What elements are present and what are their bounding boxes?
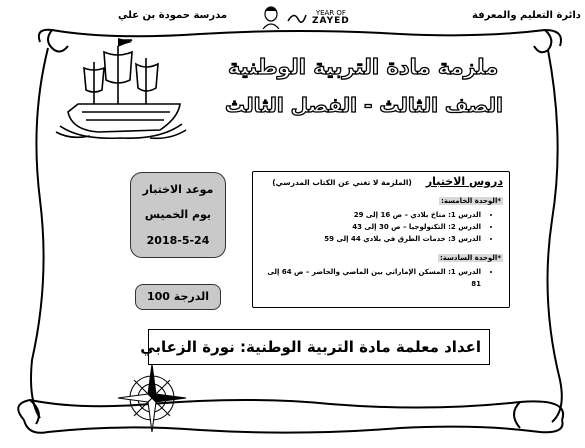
exam-info-panel: [130, 172, 226, 258]
author-line: اعداد معلمة مادة التربية الوطنية: نورة الزعابي: [148, 329, 490, 365]
list-item: • الدرس 1: مناخ بلادي – ص 16 إلى 29: [259, 209, 481, 221]
exam-day: يوم الخميس: [144, 208, 212, 222]
unit-heading: *الوحدة الخامسة:: [441, 197, 501, 205]
lesson-list: [259, 209, 503, 245]
exam-date: 2018-5-24: [146, 233, 210, 247]
score-badge: الدرجة 100: [135, 284, 221, 310]
sub-title: الصف الثالث - الفصل الثالث: [225, 93, 503, 117]
lessons-box: [252, 171, 510, 308]
unit-heading: *الوحدة السادسة:: [439, 254, 501, 262]
compass-rose-icon: [118, 364, 186, 432]
ministry-name: دائرة التعليم والمعرفة: [472, 10, 581, 21]
lesson-list: [259, 266, 503, 290]
lessons-note: (الملزمة لا تغني عن الكتاب المدرسي): [272, 178, 412, 187]
list-item: • الدرس 1: المسكن الإماراتي بين الماضي والحاضر – ص 64 إلى 81: [259, 266, 481, 290]
ship-icon: [56, 40, 186, 138]
exam-label: موعد الاختبار: [142, 183, 214, 197]
lessons-title: دروس الاختبار: [425, 175, 503, 188]
list-item: • الدرس 3: خدمات الطرق في بلادي 44 إلى 59: [259, 233, 481, 245]
logo-caption: YEAR OF: [315, 9, 346, 17]
main-title: ملزمة مادة التربية الوطنية: [228, 55, 499, 79]
list-item: • الدرس 2: التكنولوجيا – ص 30 إلى 43: [259, 221, 481, 233]
logo-brand: ZAYED: [312, 16, 350, 26]
school-name: مدرسة حمودة بن علي: [118, 10, 228, 21]
